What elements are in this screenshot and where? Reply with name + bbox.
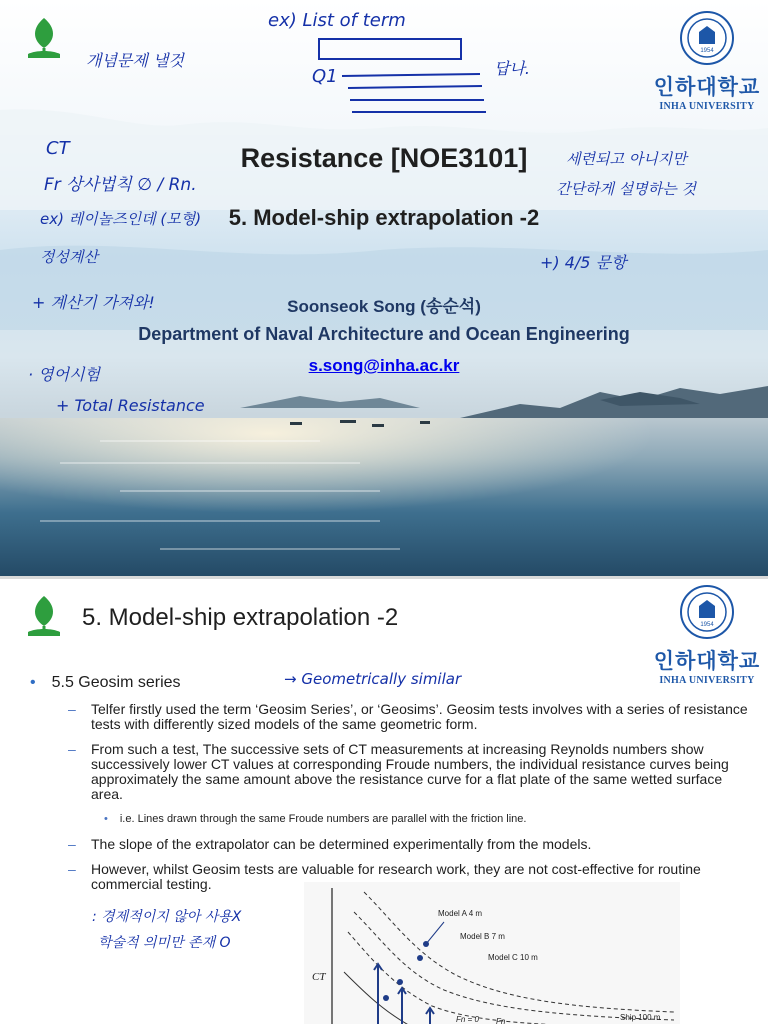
course-title: Resistance [NOE3101]	[240, 143, 528, 173]
slide-divider	[0, 576, 768, 579]
handwritten-concept-note: 개념문제 낼것	[86, 51, 184, 70]
handwritten-answer-note: 답나.	[494, 59, 530, 78]
leaf-logo-icon	[20, 592, 68, 640]
sub-bullet	[104, 813, 526, 825]
dash-icon: –	[68, 741, 76, 757]
handwritten-plus-note: +) 4/5 문항	[540, 253, 627, 272]
handwritten-right-note-1: 세련되고 아니지만	[566, 150, 687, 168]
label-fn: Fn	[496, 1017, 506, 1024]
handwritten-list-of-term: ex) List of term	[268, 10, 406, 31]
leaf-logo-icon	[20, 14, 68, 62]
university-seal-icon	[679, 584, 735, 640]
bullet-dot-icon: •	[30, 674, 36, 691]
handwritten-box	[318, 38, 462, 60]
data-point	[417, 955, 423, 961]
handwritten-cost-note-1: : 경제적이지 않아 사용X	[92, 909, 242, 925]
bullet-dot-icon: •	[104, 813, 108, 825]
university-logo	[652, 10, 762, 112]
handwritten-q1: Q1	[312, 66, 338, 87]
label-fn-0: Fn = 0	[456, 1015, 479, 1024]
handwritten-right-note-2: 간단하게 설명하는 것	[556, 180, 696, 198]
item-text: Telfer firstly used the term ‘Geosim Series’, or ‘Geosims’. Geosim tests involves with a series of resistance tests with differently sized models of the same geometric form.	[91, 701, 748, 732]
handwritten-total-resistance: + Total Resistance	[56, 396, 205, 415]
university-seal-icon	[679, 10, 735, 66]
handwritten-calc-note: 정성계산	[40, 248, 98, 266]
label-model-b: Model B 7 m	[460, 932, 505, 941]
item-text: However, whilst Geosim tests are valuable for research work, they are not cost-effective for routine commercial testing.	[91, 861, 701, 892]
handwritten-cost-note-2: 학술적 의미만 존재 O	[98, 935, 231, 951]
university-name-ko: 인하대학교	[653, 76, 761, 99]
data-point	[383, 995, 389, 1001]
handwritten-ct: CT	[46, 138, 70, 159]
university-logo	[652, 584, 762, 686]
handwritten-english-note: · 영어시험	[28, 365, 100, 384]
handwritten-lines	[340, 66, 490, 116]
dash-icon: –	[68, 836, 76, 852]
label-model-a: Model A 4 m	[438, 909, 483, 918]
lecture-title: 5. Model-ship extrapolation -2	[228, 205, 540, 230]
university-name-en: INHA UNIVERSITY	[659, 675, 755, 686]
section-bullet	[30, 674, 181, 692]
subitem-text: i.e. Lines drawn through the same Froude numbers are parallel with the friction line.	[119, 813, 527, 825]
item-text: The slope of the extrapolator can be determined experimentally from the models.	[91, 836, 592, 852]
geosim-figure	[304, 882, 680, 1024]
dash-icon: –	[68, 701, 76, 717]
list-item	[68, 702, 748, 732]
university-name-ko: 인하대학교	[653, 650, 761, 673]
handwritten-calculator-note: + 계산기 가져와!	[32, 293, 155, 312]
handwritten-geometrically-similar: → Geometrically similar	[284, 670, 462, 688]
department-name: Department of Naval Architecture and Ocean Engineering	[138, 324, 630, 344]
data-point	[397, 979, 403, 985]
seal-year: 1954	[700, 622, 714, 628]
section-heading: 5.5 Geosim series	[51, 674, 181, 691]
list-item	[68, 837, 748, 852]
label-ship: Ship 100 m	[620, 1013, 661, 1022]
content-slide	[0, 576, 768, 1024]
label-model-c: Model C 10 m	[488, 953, 538, 962]
item-text: From such a test, The successive sets of CT measurements at increasing Reynolds numbers show successively lower CT values at corresponding Froude numbers, the individual resistance curves being approximately the same amount above the resistance curve for a flat plate of the same wetted surface area.	[91, 741, 729, 802]
y-axis-label: CT	[312, 971, 326, 983]
handwritten-ex-note: ex) 레이놀즈인데 (모형)	[40, 210, 202, 228]
list-item	[68, 742, 748, 802]
author-name: Soonseok Song (송순석)	[287, 297, 481, 316]
dash-icon: –	[68, 861, 76, 877]
university-name-en: INHA UNIVERSITY	[659, 101, 755, 112]
handwritten-fr-note: Fr 상사법칙 ∅ / Rn.	[44, 175, 197, 195]
slide-title: 5. Model-ship extrapolation -2	[82, 604, 399, 631]
seal-year: 1954	[700, 48, 714, 54]
email-link[interactable]: s.song@inha.ac.kr	[308, 356, 460, 375]
